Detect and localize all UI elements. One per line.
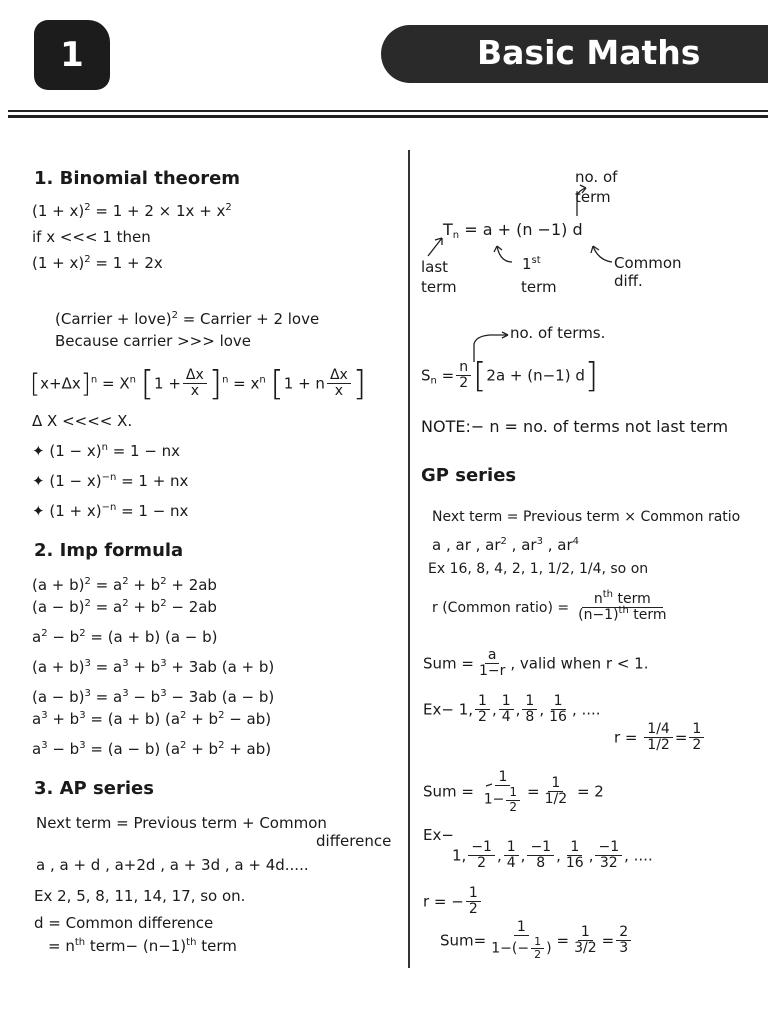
binomial-line-2: if x <<< 1 then [32, 228, 151, 246]
heading-ap-series: 3. AP series [34, 778, 154, 799]
annotation-last: last [421, 258, 449, 276]
approx-bullet-1: ✦ $(1 - x)^n = 1$ − nx [32, 442, 181, 460]
heading-imp-formula: 2. Imp formula [34, 540, 184, 561]
annotation-term: term [575, 188, 611, 206]
annotation-no-of-terms: no. of terms. [510, 324, 606, 342]
delta-x-note: Δ X <<<< X. [32, 412, 133, 430]
ap-next-term-cont: difference [316, 832, 392, 850]
gp-sum-example-1: Sum = 1 1− $\frac{1}{2}$ = $\frac{1}{1/2}$ = 2 [423, 769, 604, 814]
gp-sequence: a , ar , $ar^2$ , $ar^3$ , $ar^4$ [432, 536, 579, 554]
arrow-last-term [428, 238, 442, 256]
approx-bullet-2: ✦ $(1 - x)^{-n} = 1$ + nx [32, 472, 189, 490]
gp-ratio-example-1: r = $\frac{1/4}{1/2}$ = $\frac{1}{2}$ [614, 722, 706, 754]
formula-4: $(a + b)^3 = a^3 + b^3 + 3ab$ (a + b) [32, 658, 275, 676]
ap-example: Ex 2, 5, 8, 11, 14, 17, so on. [34, 887, 246, 905]
annotation-diff: diff. [614, 272, 643, 290]
binomial-line-1: $(1 + x)^2 = 1 + 2 \times 1x + x^2$ [32, 202, 232, 220]
gp-sum-formula: Sum = $\frac{a}{1-r}$ , valid when r < 1. [423, 647, 649, 680]
annotation-common: Common [614, 254, 682, 272]
annotation-last-term: term [421, 278, 457, 296]
ap-d-formula: = $n^{th}$ term− $(n-1)^{th}$ term [48, 937, 237, 955]
ap-sequence: a , a + d , a+2d , a + 3d , a + 4d..... [36, 856, 309, 874]
annotation-no-of: no. of [575, 168, 618, 186]
formula-7: $a^3 - b^3 = (a - b) (a^2 + b^2 + ab)$ [32, 740, 272, 758]
heading-binomial: 1. Binomial theorem [34, 168, 241, 189]
formula-2: $(a - b)^2 = a^2 + b^2 - 2ab$ [32, 598, 217, 616]
gp-example-2-label: Ex− [423, 826, 454, 844]
carrier-love-line: (Carrier + love)$^2$ = Carrier + 2 love [55, 310, 320, 328]
annotation-first: 1st [522, 255, 541, 273]
sum-ap-formula: $S_n$ = $\frac{n}{2}$ [2a + (n−1) d] [421, 355, 599, 396]
gp-example: Ex 16, 8, 4, 2, 1, 1/2, 1/4, so on [428, 561, 649, 577]
gp-ratio-example-2: r = − $\frac{1}{2}$ [423, 886, 483, 918]
ap-note: NOTE:− n = no. of terms not last term [421, 417, 729, 436]
carrier-because-line: Because carrier >>> love [55, 332, 252, 350]
gp-sum-example-2: Sum= 1 1−(− $\frac{1}{2}$ ) = $\frac{1}{3/2}$ = $\frac{2}{3}$ [440, 920, 633, 962]
page-title: Basic Maths [477, 33, 701, 72]
gp-example-1: Ex− 1, $\frac{1}{2}$ , $\frac{1}{4}$ , $\frac{1}{8}$ , $\frac{1}{16}$ , .... [423, 693, 601, 726]
gp-ratio-formula: r (Common ratio) = $\frac{n^{th} term}{(n-1)^{th} term}$ [432, 589, 667, 624]
chapter-number: 1 [60, 35, 84, 75]
approx-bullet-3: ✦ $(1 + x)^{-n} = 1$ − nx [32, 502, 189, 520]
annotation-first-term: term [521, 278, 557, 296]
formula-6: $a^3 + b^3 = (a + b) (a^2 + b^2 - ab)$ [32, 710, 272, 728]
binomial-line-3: $(1 + x)^2 = 1 + 2x$ [32, 254, 163, 272]
binomial-approx-equation: $[x+\Delta x]^n = X^n$ [1 + $\frac{\Delta x}{x}$ ]$^n = x^n$ [1 + n $\frac{\Delta x}{x}$ ] [30, 363, 367, 404]
ap-next-term: Next term = Previous term + Common [36, 814, 327, 832]
heading-gp-series: GP series [421, 465, 517, 486]
formula-3: $a^2 - b^2 = (a + b) (a - b)$ [32, 628, 218, 646]
ap-d-definition: d = Common difference [34, 914, 214, 932]
formula-5: $(a - b)^3 = a^3 - b^3 - 3ab$ (a − b) [32, 688, 275, 706]
gp-next-term: Next term = Previous term × Common ratio [432, 509, 741, 525]
formula-1: $(a + b)^2 = a^2 + b^2 + 2ab$ [32, 576, 217, 594]
nth-term-formula: $T_n = a + (n -1)$ d [443, 220, 583, 241]
gp-example-2: 1, $\frac{-1}{2}$ , $\frac{1}{4}$ , $\frac{-1}{8}$ , $\frac{1}{16}$ , $\frac{-1}{32}$ , .... [452, 839, 653, 872]
